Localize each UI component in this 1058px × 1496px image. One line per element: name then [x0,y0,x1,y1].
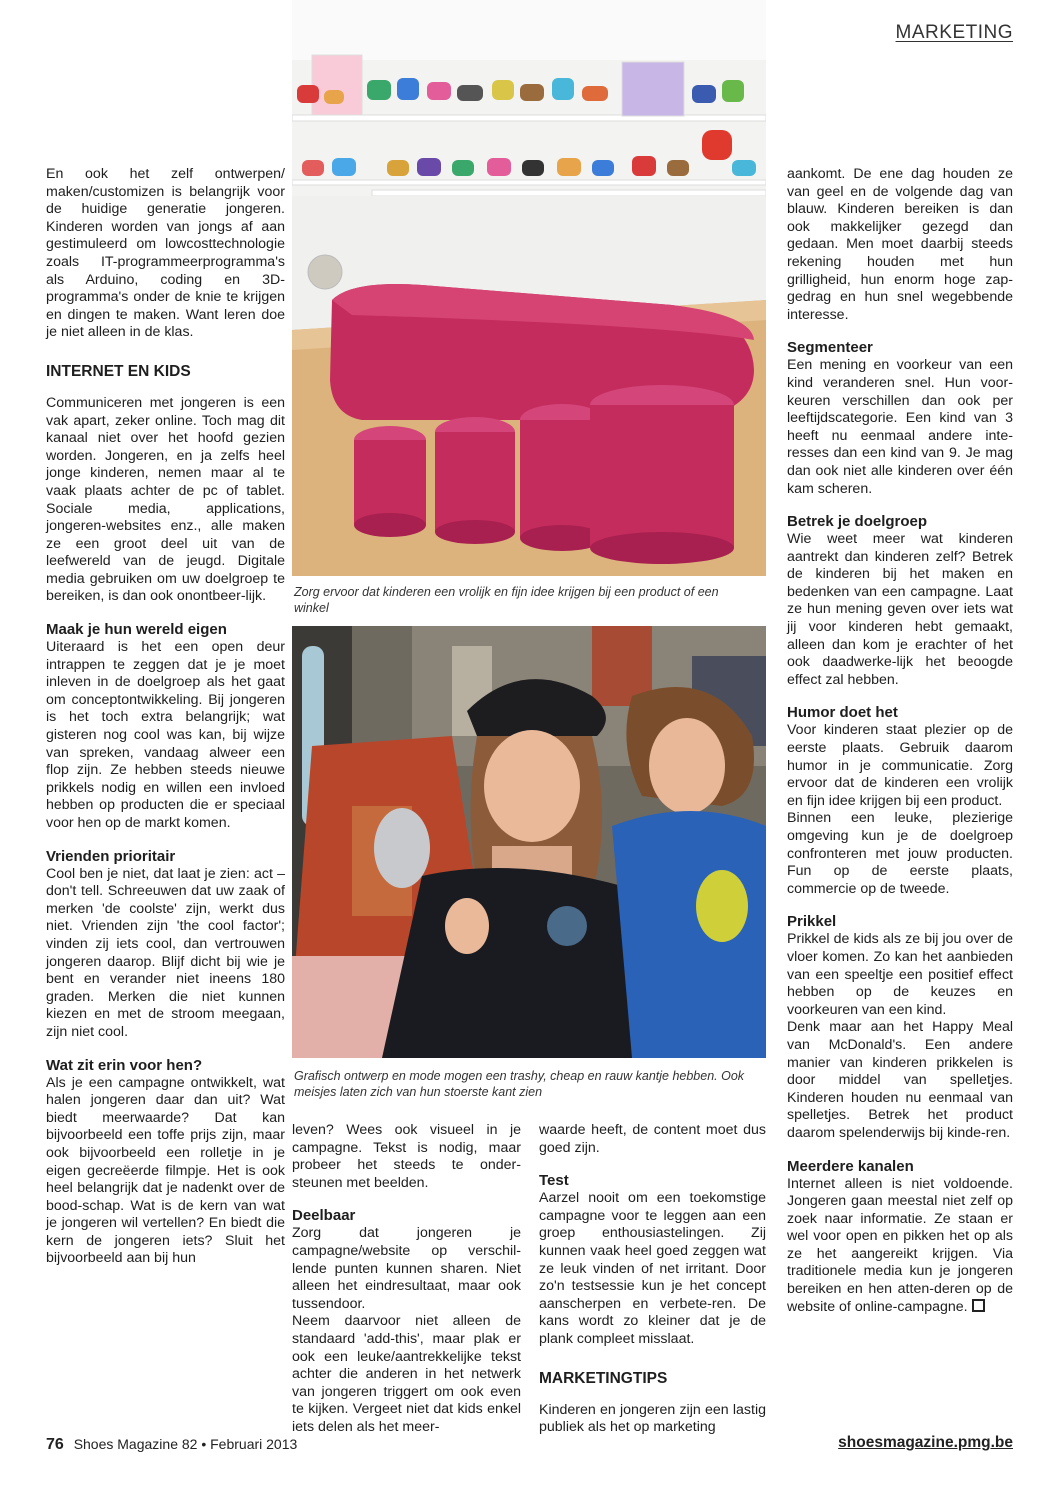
store-foot-seat-photo [292,0,766,576]
paragraph-marketingtips: Kinderen en jongeren zijn een lastig publiek als het op marketing [539,1401,766,1436]
heading-marketingtips: MARKETINGTIPS [539,1369,668,1387]
paragraph-humor-2: Binnen een leuke, plezierige omgeving kun je de doelgroep confronteren met jouw producten. Fun op de eerste plaats, commercie op de tweede. [787,810,1013,897]
paragraph-prikkel-1: Prikkel de kids als ze bij jou over de vloer komen. Zo kan het aanbieden van een speeltje een positief effect hebben op de keuzes en voorkeuren van een kind. [787,931,1013,1018]
column-3 [539,1122,766,1437]
children-fair-illustration [292,626,766,1058]
heading-wat-zit-erin: Wat zit erin voor hen? [46,1056,203,1074]
column-2 [292,1122,521,1437]
paragraph-deelbaar-2: Neem daarvoor niet alleen de standaard 'add-this', maar plak er ook een leuke/aantrekkelijke tekst achter die anderen in het netwerk van jongeren triggert om ook even te kijken. Vergeet niet dat kids enkel iets delen als het meer- [292,1313,521,1435]
heading-vrienden-prioritair: Vrienden prioritair [46,847,176,865]
website-link[interactable]: shoesmagazine.pmg.be [838,1434,1013,1451]
heading-segmenteer: Segmenteer [787,339,873,357]
heading-internet-en-kids: INTERNET EN KIDS [46,362,191,380]
paragraph-aankomt: aankomt. De ene dag houden ze van geel en de volgende dag van blauw. Kinderen bereiken is dan ook makkelijker gezegd dan gedaan. Men moet daarbij steeds rekening houden met hun grilligheid, hun enorm hoge zap-gedrag en hun snel wegebbende interesse. [787,166,1013,323]
heading-betrek-je-doelgroep: Betrek je doelgroep [787,513,928,531]
heading-test: Test [539,1172,569,1190]
paragraph-segmenteer: Een mening en voorkeur van een kind veranderen snel. Hun voor-keuren verschillen dan ook per leeftijdscategorie. Een kind van 3 heeft nu eenmaal andere inte-resses dan een kind van 9. Je mag dan ook niet alle kinderen over één kam scheren. [787,357,1013,497]
children-fair-photo [292,626,766,1058]
paragraph-test: Aarzel nooit om een toekomstige campagne voor te leggen aan een groep enthousiastelingen. Zij kunnen vaak heel goed zeggen wat ze leuk vinden of net irritant. Door zo'n testsessie kun je het concept aanscherpen en verbete-ren. De kans wordt zo kleiner dat je de plank compleet misslaat. [539,1190,766,1347]
column-1 [46,166,285,1268]
column-4 [787,166,1013,1316]
caption-store-photo: Zorg ervoor dat kinderen een vrolijk en fijn idee krijgen bij een product of een winkel [294,585,719,615]
heading-meerdere-kanalen: Meerdere kanalen [787,1157,914,1175]
paragraph-deelbaar-1: Zorg dat jongeren je campagne/website op verschil-lende punten kunnen sharen. Niet alleen het eindresultaat, maar ook tussendoor. [292,1225,521,1312]
footer-left [46,1436,297,1454]
heading-deelbaar: Deelbaar [292,1207,356,1225]
paragraph-betrek: Wie weet meer wat kinderen aantrekt dan kinderen zelf? Betrek de kinderen bij het maken en bedenken van een campagne. Laat ze hun mening geven over iets wat jij voor kinderen hebt gemaakt, alleen dan kom je erachter of het ook daadwerke-lijk het beoogde effect zal hebben. [787,531,1013,688]
paragraph-wat-zit-erin: Als je een campagne ontwikkelt, wat halen jongeren daar dan uit? Wat biedt meerwaarde? Dat kan bijvoorbeeld een toffe prijs zijn, maar ook bijvoorbeeld een rolletje in je eigen gecreëerde filmpje. Het is ook heel belangrijk dat je nadenkt over de bood-schap. Wat is de kern van wat je jongeren wil vertellen? En biedt die kern de jongeren iets? Sluit het bijvoorbeeld aan bij hun [46,1074,285,1267]
heading-maak-je-hun-wereld-eigen: Maak je hun wereld eigen [46,621,227,639]
paragraph-vrienden: Cool ben je niet, dat laat je zien: act – don't tell. Schreeuwen dat uw zaak of merken 'de coolste' zijn, werkt dus niet. Vrienden zijn 'the cool factor'; vinden zij iets cool, dan vertrouwen jongeren daarop. Blijf dicht bij wie je bent en verander niet ineens 180 graden. Merken die niet kunnen kiezen en met de stroom meegaan, zijn niet cool. [46,865,285,1040]
paragraph-internet: Communiceren met jongeren is een vak apart, zeker online. Toch mag dit kanaal niet over het hoofd gezien worden. Jongeren, en ja zelfs heel jonge kinderen, nemen maar al te vaak plaats achter de pc of tablet. Sociale media, applications, jongeren-websites enz., alle maken ze een groot deel uit van de leefwereld van de jeugd. Digitale media gebruiken om uw doelgroep te bereiken, is dan ook onontbeer-lijk. [46,394,285,605]
magazine-issue: Shoes Magazine 82 • Februari 2013 [73,1436,298,1452]
section-tag: MARKETING [895,22,1013,43]
paragraph-leven: leven? Wees ook visueel in je campagne. Tekst is nodig, maar probeer het steeds te onder-steunen met beelden. [292,1122,521,1191]
page-number: 76 [46,1436,64,1453]
paragraph-humor-1: Voor kinderen staat plezier op de eerste plaats. Gebruik daarom humor in je communicatie. Zorg ervoor dat de kinderen een vrolijk en fijn idee krijgen bij een product. [787,722,1013,809]
paragraph-wereld: Uiteraard is het een open deur intrappen te zeggen dat je je moet inleven in de doelgroep als het gaat om conceptontwikkeling. Bij jongeren is het toch extra belangrijk; wat gisteren nog cool was kan, bij wijze van spreken, vandaag alweer een flop zijn. Ze hebben steeds nieuwe prikkels nodig en willen een invloed hebben op producten die er speciaal voor hen op de markt komen. [46,639,285,831]
intro-paragraph: En ook het zelf ontwerpen/ maken/customizen is belangrijk voor de huidige generatie jongeren. Kinderen worden van jongs af aan gestimuleerd om lowcosttechnologie zoals IT-programmeerprogramma's als Arduino, coding en 3D-programma's onder de knie te krijgen en dingen te maken. Want leren doe je niet alleen in de klas. [46,166,285,341]
paragraph-kanalen: Internet alleen is niet voldoende. Jongeren gaan meestal niet zelf op zoek naar informatie. Ze staan er wel voor open en pikken het op als ze het aangereikt krijgen. Via traditionele media kun je jongeren bereiken en hen atten-deren op de website of online-campagne. [787,1175,1013,1315]
end-of-article-icon [972,1299,985,1312]
paragraph-waarde: waarde heeft, de content moet dus goed zijn. [539,1122,766,1156]
paragraph-prikkel-2: Denk maar aan het Happy Meal van McDonald's. Een andere manier van kinderen prikkelen is door middel van spelletjes. Kinderen houden nu eenmaal van spelletjes. Betrek het product daarom spelenderwijs bij kinde-ren. [787,1019,1013,1141]
heading-prikkel: Prikkel [787,913,837,931]
heading-humor-doet-het: Humor doet het [787,704,898,722]
store-foot-seat-illustration [292,0,766,576]
caption-children-photo: Grafisch ontwerp en mode mogen een trashy, cheap en rauw kantje hebben. Ook meisjes laten zich van hun stoerste kant zien [294,1069,745,1099]
